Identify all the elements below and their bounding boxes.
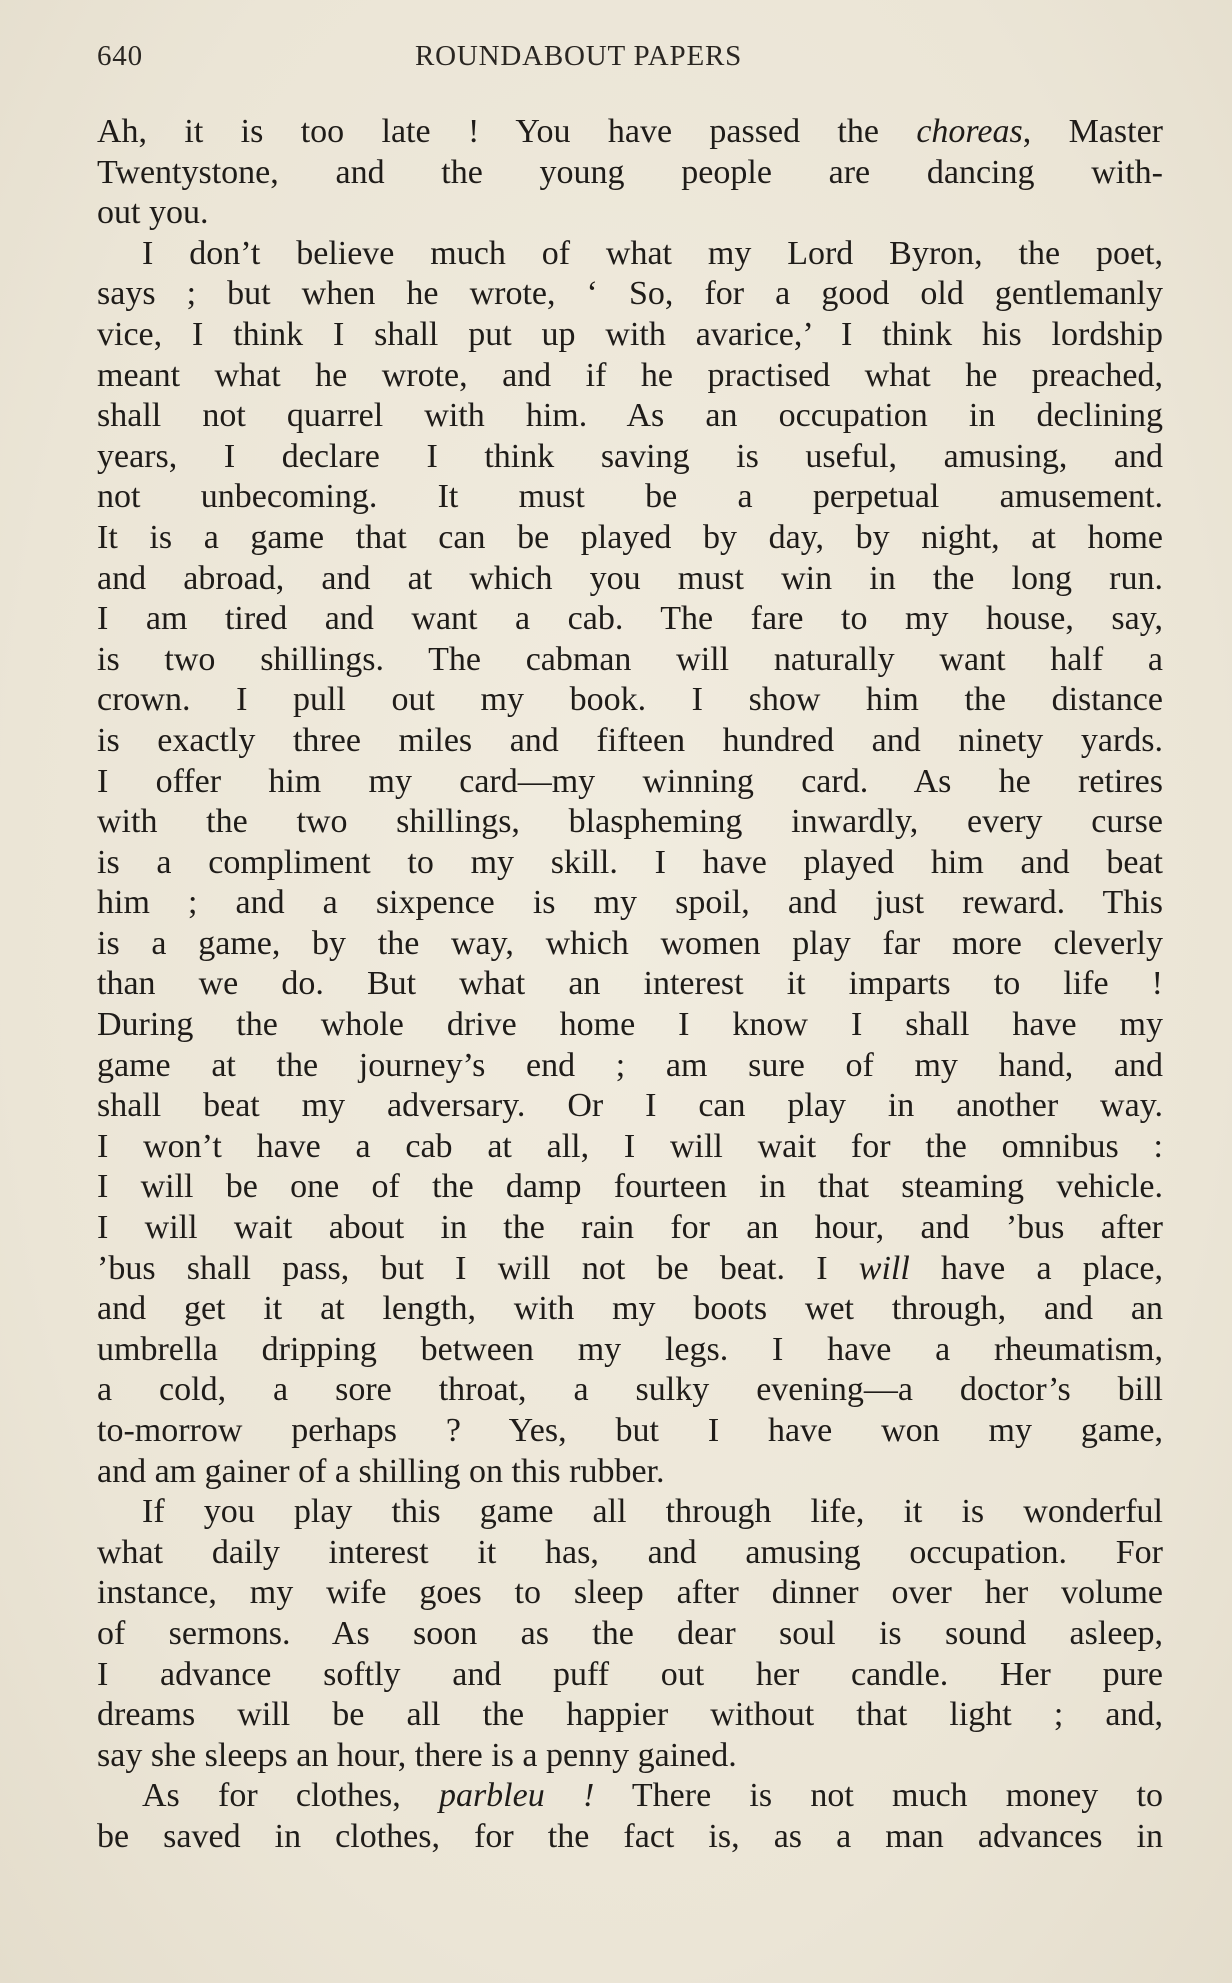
text-line: with the two shillings, blaspheming inwardly, every curse xyxy=(97,803,1163,841)
text-line: ’bus shall pass, but I will not be beat. I will have a place, xyxy=(97,1249,1163,1287)
text-line: says ; but when he wrote, ‘ So, for a good old gentlemanly xyxy=(97,275,1163,313)
text-line: I won’t have a cab at all, I will wait for the omnibus : xyxy=(97,1127,1163,1165)
text-line: If you play this game all through life, it is wonderful xyxy=(142,1493,1163,1531)
text-line: game at the journey’s end ; am sure of my hand, and xyxy=(97,1046,1163,1084)
text-line: It is a game that can be played by day, by night, at home xyxy=(97,518,1163,556)
text-line: be saved in clothes, for the fact is, as a man advances in xyxy=(97,1817,1163,1855)
text-line: During the whole drive home I know I shall have my xyxy=(97,1006,1163,1044)
text-line: of sermons. As soon as the dear soul is sound asleep, xyxy=(97,1614,1163,1652)
text-line: shall not quarrel with him. As an occupation in declining xyxy=(97,397,1163,435)
text-line: I advance softly and puff out her candle. Her pure xyxy=(97,1655,1163,1693)
text-line: I offer him my card—my winning card. As he retires xyxy=(97,762,1163,800)
text-line: I am tired and want a cab. The fare to my house, say, xyxy=(97,600,1163,638)
italic-word: choreas xyxy=(916,113,1023,150)
text-line: dreams will be all the happier without that light ; and, xyxy=(97,1696,1163,1734)
text-line: vice, I think I shall put up with avarice,’ I think his lordship xyxy=(97,315,1163,353)
text-line: I don’t believe much of what my Lord Byron, the poet, xyxy=(142,234,1163,272)
text-line: and get it at length, with my boots wet through, and an xyxy=(97,1290,1163,1328)
text-line: is a game, by the way, which women play far more cleverly xyxy=(97,924,1163,962)
running-head xyxy=(97,40,1232,86)
italic-word: will xyxy=(858,1249,910,1287)
text-line: I will be one of the damp fourteen in that steaming vehicle. xyxy=(97,1168,1163,1206)
text-line: a cold, a sore throat, a sulky evening—a doctor’s bill xyxy=(97,1371,1163,1409)
text-line: I will wait about in the rain for an hour, and ’bus after xyxy=(97,1209,1163,1247)
text-line: Ah, it is too late ! You have passed the choreas, Master xyxy=(97,113,1163,150)
text-line: instance, my wife goes to sleep after dinner over her volume xyxy=(97,1574,1163,1612)
text-line: years, I declare I think saving is useful, amusing, and xyxy=(97,437,1163,475)
text-line: is two shillings. The cabman will naturally want half a xyxy=(97,640,1163,678)
text-line: is a compliment to my skill. I have played him and beat xyxy=(97,843,1163,881)
text-line: As for clothes, parbleu ! There is not much money to xyxy=(142,1777,1163,1815)
text-line: than we do. But what an interest it imparts to life ! xyxy=(97,965,1163,1003)
italic-word: parbleu ! xyxy=(438,1777,595,1815)
text-line: Twentystone, and the young people are dancing with- xyxy=(97,153,1163,191)
text-line: what daily interest it has, and amusing occupation. For xyxy=(97,1533,1163,1571)
text-line: crown. I pull out my book. I show him the distance xyxy=(97,681,1163,719)
text-line: out you. xyxy=(97,194,209,232)
text-line: is exactly three miles and fifteen hundred and ninety yards. xyxy=(97,721,1163,759)
text-line: meant what he wrote, and if he practised what he preached, xyxy=(97,356,1163,394)
text-line: say she sleeps an hour, there is a penny gained. xyxy=(97,1736,737,1774)
text-line: him ; and a sixpence is my spoil, and just reward. This xyxy=(97,884,1163,922)
text-line: to-morrow perhaps ? Yes, but I have won my game, xyxy=(97,1412,1163,1449)
body-text xyxy=(97,112,1163,1858)
page-number: 640 xyxy=(97,40,143,72)
text-line: umbrella dripping between my legs. I have a rheumatism, xyxy=(97,1330,1163,1368)
text-line: shall beat my adversary. Or I can play in another way. xyxy=(97,1087,1163,1125)
running-title: ROUNDABOUT PAPERS xyxy=(415,40,743,72)
text-line: and am gainer of a shilling on this rubber. xyxy=(97,1452,665,1490)
text-line: not unbecoming. It must be a perpetual amusement. xyxy=(97,478,1163,516)
text-line: and abroad, and at which you must win in the long run. xyxy=(97,559,1163,597)
